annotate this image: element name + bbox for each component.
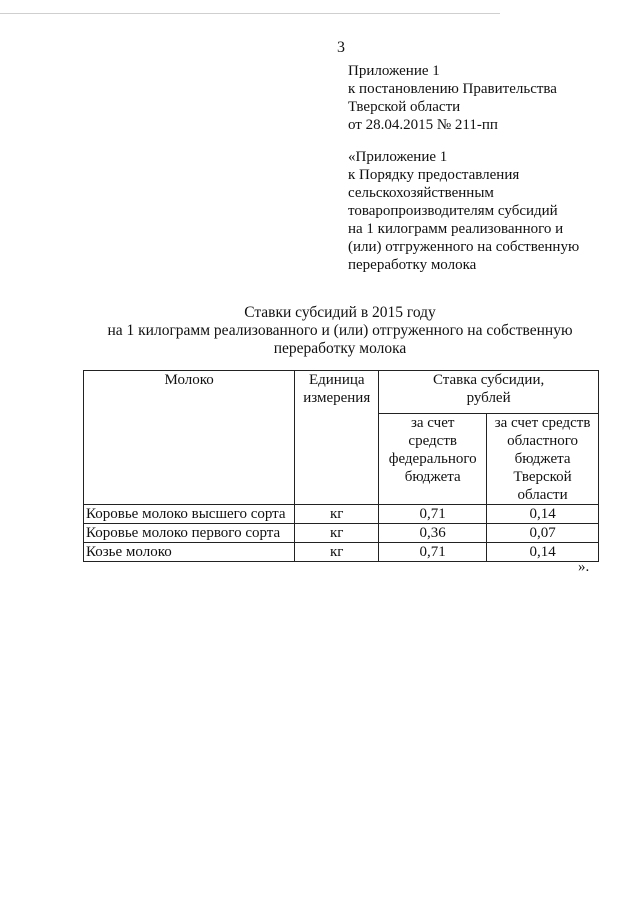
header-rate: Ставка субсидии, рублей: [379, 371, 599, 414]
header-federal: за счет средств федерального бюджета: [379, 414, 487, 505]
cell-unit: кг: [295, 505, 379, 524]
cell-federal: 0,71: [379, 543, 487, 562]
cell-regional: 0,14: [487, 505, 599, 524]
subsidy-rates-table: [83, 370, 599, 562]
header-regional: за счет средств областного бюджета Тверской области: [487, 414, 599, 505]
header-milk: Молоко: [84, 371, 295, 505]
table-header-row: [84, 371, 599, 414]
cell-milk: Коровье молоко первого сорта: [84, 524, 295, 543]
closing-quote-mark: ».: [578, 559, 590, 575]
cell-federal: 0,36: [379, 524, 487, 543]
table-row: [84, 543, 599, 562]
appendix-quote: «Приложение 1 к Порядку предоставления сельскохозяйственным товаропроизводителям субсидий на 1 килограмм реализованного и (или) отгруженного на собственную переработку молока: [348, 149, 580, 273]
scan-edge-line: [0, 13, 500, 14]
cell-regional: 0,14: [487, 543, 599, 562]
cell-milk: Козье молоко: [84, 543, 295, 562]
table-row: [84, 505, 599, 524]
cell-unit: кг: [295, 524, 379, 543]
cell-regional: 0,07: [487, 524, 599, 543]
cell-milk: Коровье молоко высшего сорта: [84, 505, 295, 524]
document-title: Ставки субсидий в 2015 году на 1 килограмм реализованного и (или) отгруженного на собственную переработку молока: [107, 304, 573, 357]
page-number: 3: [337, 39, 345, 56]
appendix-header: Приложение 1 к постановлению Правительства Тверской области от 28.04.2015 № 211-пп: [348, 63, 557, 133]
cell-unit: кг: [295, 543, 379, 562]
cell-federal: 0,71: [379, 505, 487, 524]
table-row: [84, 524, 599, 543]
header-unit: Единица измерения: [295, 371, 379, 505]
